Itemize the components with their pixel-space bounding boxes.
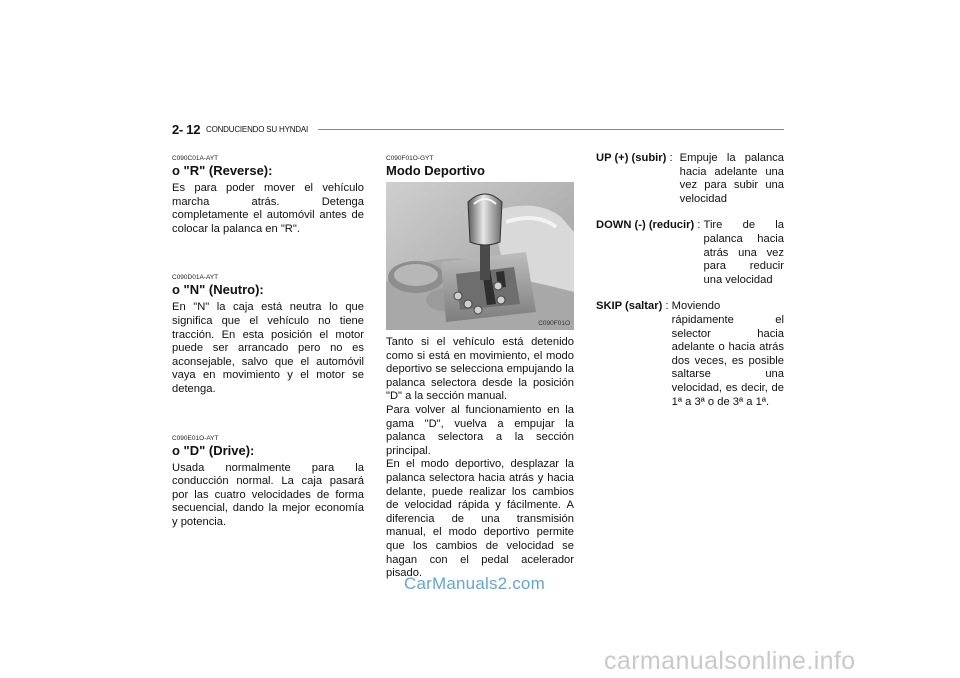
- shift-down-definition: [596, 219, 784, 287]
- neutral-section: [172, 274, 364, 396]
- shift-up-definition: [596, 152, 784, 206]
- skip-definition: [596, 300, 784, 409]
- skip-separator: :: [662, 300, 672, 313]
- column-right: [596, 152, 784, 409]
- shift-down-term: DOWN (-) (reducir): [596, 219, 695, 232]
- sport-mode-heading: Modo Deportivo: [386, 163, 485, 178]
- sport-mode-paragraph-1: Tanto si el vehículo está detenido como si está en movimiento, el modo deportivo se selecciona empujando la palanca selectora desde la posición "D" a la sección manual.: [386, 336, 574, 403]
- page-number: 2- 12: [172, 122, 201, 137]
- shift-up-description: Empuje la palanca hacia adelante una vez para subir una velocidad: [679, 152, 784, 205]
- neutral-heading: o "N" (Neutro):: [172, 282, 264, 298]
- skip-description: Moviendo rápidamente el selector hacia adelante o hacia atrás dos veces, es posible saltarse una velocidad, es decir, de 1ª a 3ª o de 3ª a 1ª.: [671, 300, 784, 408]
- column-left: [172, 155, 364, 530]
- footer-watermark: carmanualsonline.info: [604, 647, 856, 675]
- neutral-code: C090D01A-AYT: [172, 274, 219, 282]
- watermark-link[interactable]: CarManuals2.com: [404, 574, 545, 593]
- gear-shift-illustration: [386, 182, 574, 330]
- drive-section: [172, 435, 364, 530]
- shift-up-separator: :: [666, 152, 676, 164]
- reverse-heading: o "R" (Reverse):: [172, 163, 273, 178]
- shift-down-description: Tire de la palanca hacia atrás una vez para reducir una velocidad: [703, 219, 784, 286]
- reverse-section: [172, 155, 364, 236]
- sport-mode-paragraph-3: En el modo deportivo, desplazar la palanca selectora hacia atrás y hacia delante, puede realizar los cambios de velocidad rápida y fácilmente. A diferencia de una transmisión manual, el modo deportivo permite que los cambios de velocidad se hagan con el pedal acelerador pisado.: [386, 458, 574, 580]
- shift-down-separator: :: [694, 219, 704, 232]
- reverse-body: Es para poder mover el vehículo marcha atrás. Detenga completamente el automóvil antes de colocar la palanca en "R".: [172, 182, 364, 235]
- image-code: C090F01O: [538, 320, 570, 327]
- drive-code: C090E01O-AYT: [172, 434, 219, 442]
- shift-up-term: UP (+) (subir): [596, 152, 667, 164]
- gear-shifter-icon: [386, 182, 574, 330]
- page-header: [172, 122, 784, 136]
- drive-heading: o "D" (Drive):: [172, 442, 255, 458]
- neutral-body: En "N" la caja está neutra lo que significa que el vehículo no tiene tracción. En esta posición el motor puede ser arrancado pero no es aconsejable, salvo que el automóvil vaya en movimiento y el motor se detenga.: [172, 301, 364, 395]
- section-title: CONDUCIENDO SU HYNDAI: [206, 125, 309, 134]
- header-rule: [318, 129, 784, 130]
- reverse-code: C090C01A-AYT: [172, 155, 219, 162]
- sport-mode-paragraph-2: Para volver al funcionamiento en la gama "D", vuelva a empujar la palanca selectora a la sección principal.: [386, 403, 574, 457]
- drive-body: Usada normalmente para la conducción normal. La caja pasará por las cuatro velocidades de forma secuencial, dando la mejor economía y potencia.: [172, 461, 364, 528]
- sport-mode-code: C090F01O-GYT: [386, 155, 434, 162]
- column-middle: [386, 155, 574, 581]
- skip-term: SKIP (saltar): [596, 300, 663, 313]
